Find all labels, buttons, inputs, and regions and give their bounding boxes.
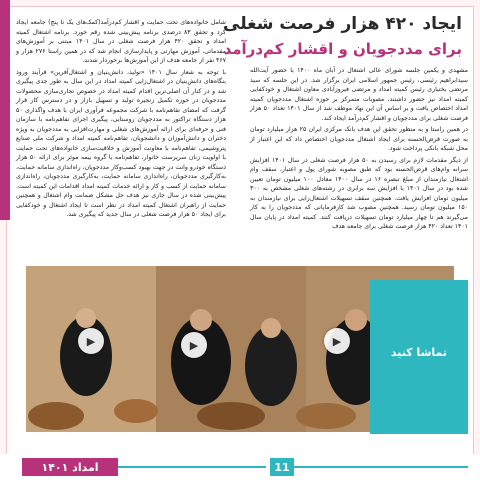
play-button[interactable]: ▶ <box>324 328 350 354</box>
footer-divider <box>294 466 468 468</box>
page-footer <box>0 454 480 480</box>
play-button[interactable]: ▶ <box>181 332 207 358</box>
watch-video-label[interactable]: تماشا کنید <box>390 346 448 359</box>
left-text-column <box>16 18 226 222</box>
brand-tag: امداد ۱۴۰۱ <box>22 458 118 476</box>
right-text-column <box>250 66 468 234</box>
article-title-line2: برای مددجویان و اقشار کم‌درآمد <box>223 40 462 58</box>
paragraph: شامل خانواده‌های تحت حمایت و اقشار کم‌درآمد(کمک‌های یک تا پنج) جامعه ایجاد کرد و تحقق ۸۳ درصدی برنامه پیش‌بینی شده رقم خورد. برنامه اشتغال کمیته امداد و تحقق ۴۲۰ هزار فرصت شغلی در سال ۱۴۰۱ مبتنی بر آموزش‌های مقدماتی، آموزش مهارتی و پایدارسازی انجام شد که در همین راستا ۲۷۶ هزار و ۴۶۷ نفر از جامعه هدف از این آموزش‌ها برخوردار شدند. <box>16 19 227 64</box>
paragraph: در همین راستا و به منظور تحقق این هدف بانک مرکزی ایران ۲۵ هزار میلیارد تومان به صورت قرض‌الحسنه برای ایجاد اشتغال مددجویان اختصاص داد که این اعتبار از محل شبکه بانکی پرداخت شود. <box>250 126 468 152</box>
side-ribbon <box>0 0 10 220</box>
play-button[interactable]: ▶ <box>78 328 104 354</box>
paragraph: مشهدی و یکمین جلسه شورای عالی اشتغال در آبان ماه ۱۴۰۰ با حضور آیت‌الله سیدابراهیم رئیسی، رئیس جمهور اسلامی ایران برگزار شد. در این جلسه که سید مرتضی بختیاری رئیس کمیته امداد و مرتضی فیروزآبادی معاون اشتغال و خودکفایی کمیته امداد نیز حضور داشتند، مصوبات متمرکز بر حوزه اشتغال مددجویان کمیته امداد اختصاص یافت و بر اساس آن این نهاد موظف شد از سال ۱۴۰۱ تعداد ۵۰ هزار فرصت شغلی برای مددجویان و اقشار کم‌درآمد ایجاد کند. <box>250 67 469 122</box>
paragraph: از دیگر مقدمات لازم برای رسیدن به ۵۰ هزار فرصت شغلی در سال ۱۴۰۱ افزایش سرانه وام‌های قرض‌الحسنه بود که طبق مصوبه شورای پول و اعتبار، سقف وام اشتغال نیازمندان از مبلغ تبصره ۱۶ در سال ۱۴۰۰ معادل ۱۰۰ میلیون تومان تعیین شده بود در سال ۱۴۰۱ با افزایش سه برابری در رشته‌های شغلی مشخص به ۳۰۰ میلیون تومان افزایش یافت. همچنین سقف تسهیلات اشتغال‌زایی برای نیازمندان به ۱۵۰ میلیون تومان رسید. همچنین مصوب شد کارفرمایانی که مددجویان را به کار می‌گیرند هم تا چهار میلیارد تومان تسهیلات دریافت کنند. کمیته امداد در پایان سال ۱۴۰۱ تعداد ۴۲۰ هزار فرصت شغلی برای جامعه هدف <box>250 156 469 230</box>
footer-divider <box>118 466 266 468</box>
paragraph: با توجه به شعار سال ۱۴۰۱ «تولید، دانش‌بنیان و اشتغال‌آفرین» فرآیند ورود بنگاه‌های دانش‌بنیان در اشتغال‌زایی کمیته امداد در این سال به طور جدی پیگیری شد و در کنار آن اصلی‌ترین اقدام کمیته امداد در خصوص تجاری‌سازی محصولات مددجویان در حوزه تکمیل زنجیره تولید و تسهیل بازار و در دسترس کار قرار گرفت که امضای تفاهم‌نامه با شرکت مجموعه فرآوری ایران با هدف واگذاری ۵۰ هزار دستگاه تراکتور به مددجویان روستایی، پیگیری اجرای تفاهم‌نامه با سازمان فنی و حرفه‌ای برای ارائه آموزش‌های شغلی و مهارت‌افزایی به مددجویان به ویژه دختران و دانش‌آموزان و دانشجویان، تفاهم‌نامه کمیته امداد و شرکت ملی صنایع پتروشیمی، تفاهم‌نامه با معاونت آموزش و خلاقیت‌سازی خانواده‌های تحت حمایت با اولویت زنان سرپرست خانوار، تفاهم‌نامه با گروه بیمه موثر برای ارائه ۵۰ هزار دستگاه خودرو وانت در جهت بهبود کسب‌وکار مددجویان، راه‌اندازی سامانه حمایت، به‌کارگیری مددجویان، راه‌اندازی سامانه حمایت، به‌کارگیری مددجویان، راه‌اندازی سامانه حمایت از کسب و کار و ارائه خدمات کمیته امداد اقدامات این کمیته است. پیش‌بینی شده در سال جاری نیز هدف حل مشکل ضمانت وام اشتغال و همچنین حمایت از راهبران اشتغال کمیته امداد در نظر است تا ایجاد اشتغال و خودکفایی برای ایجاد ۵۰ هزار فرصت شغلی در سال جدید که پیگیری شد. <box>16 68 226 218</box>
article-title-line1: ایجاد ۴۲۰ هزار فرصت شغلی <box>223 14 462 34</box>
page-number: 11 <box>270 458 294 476</box>
watch-video-panel[interactable] <box>370 280 468 434</box>
